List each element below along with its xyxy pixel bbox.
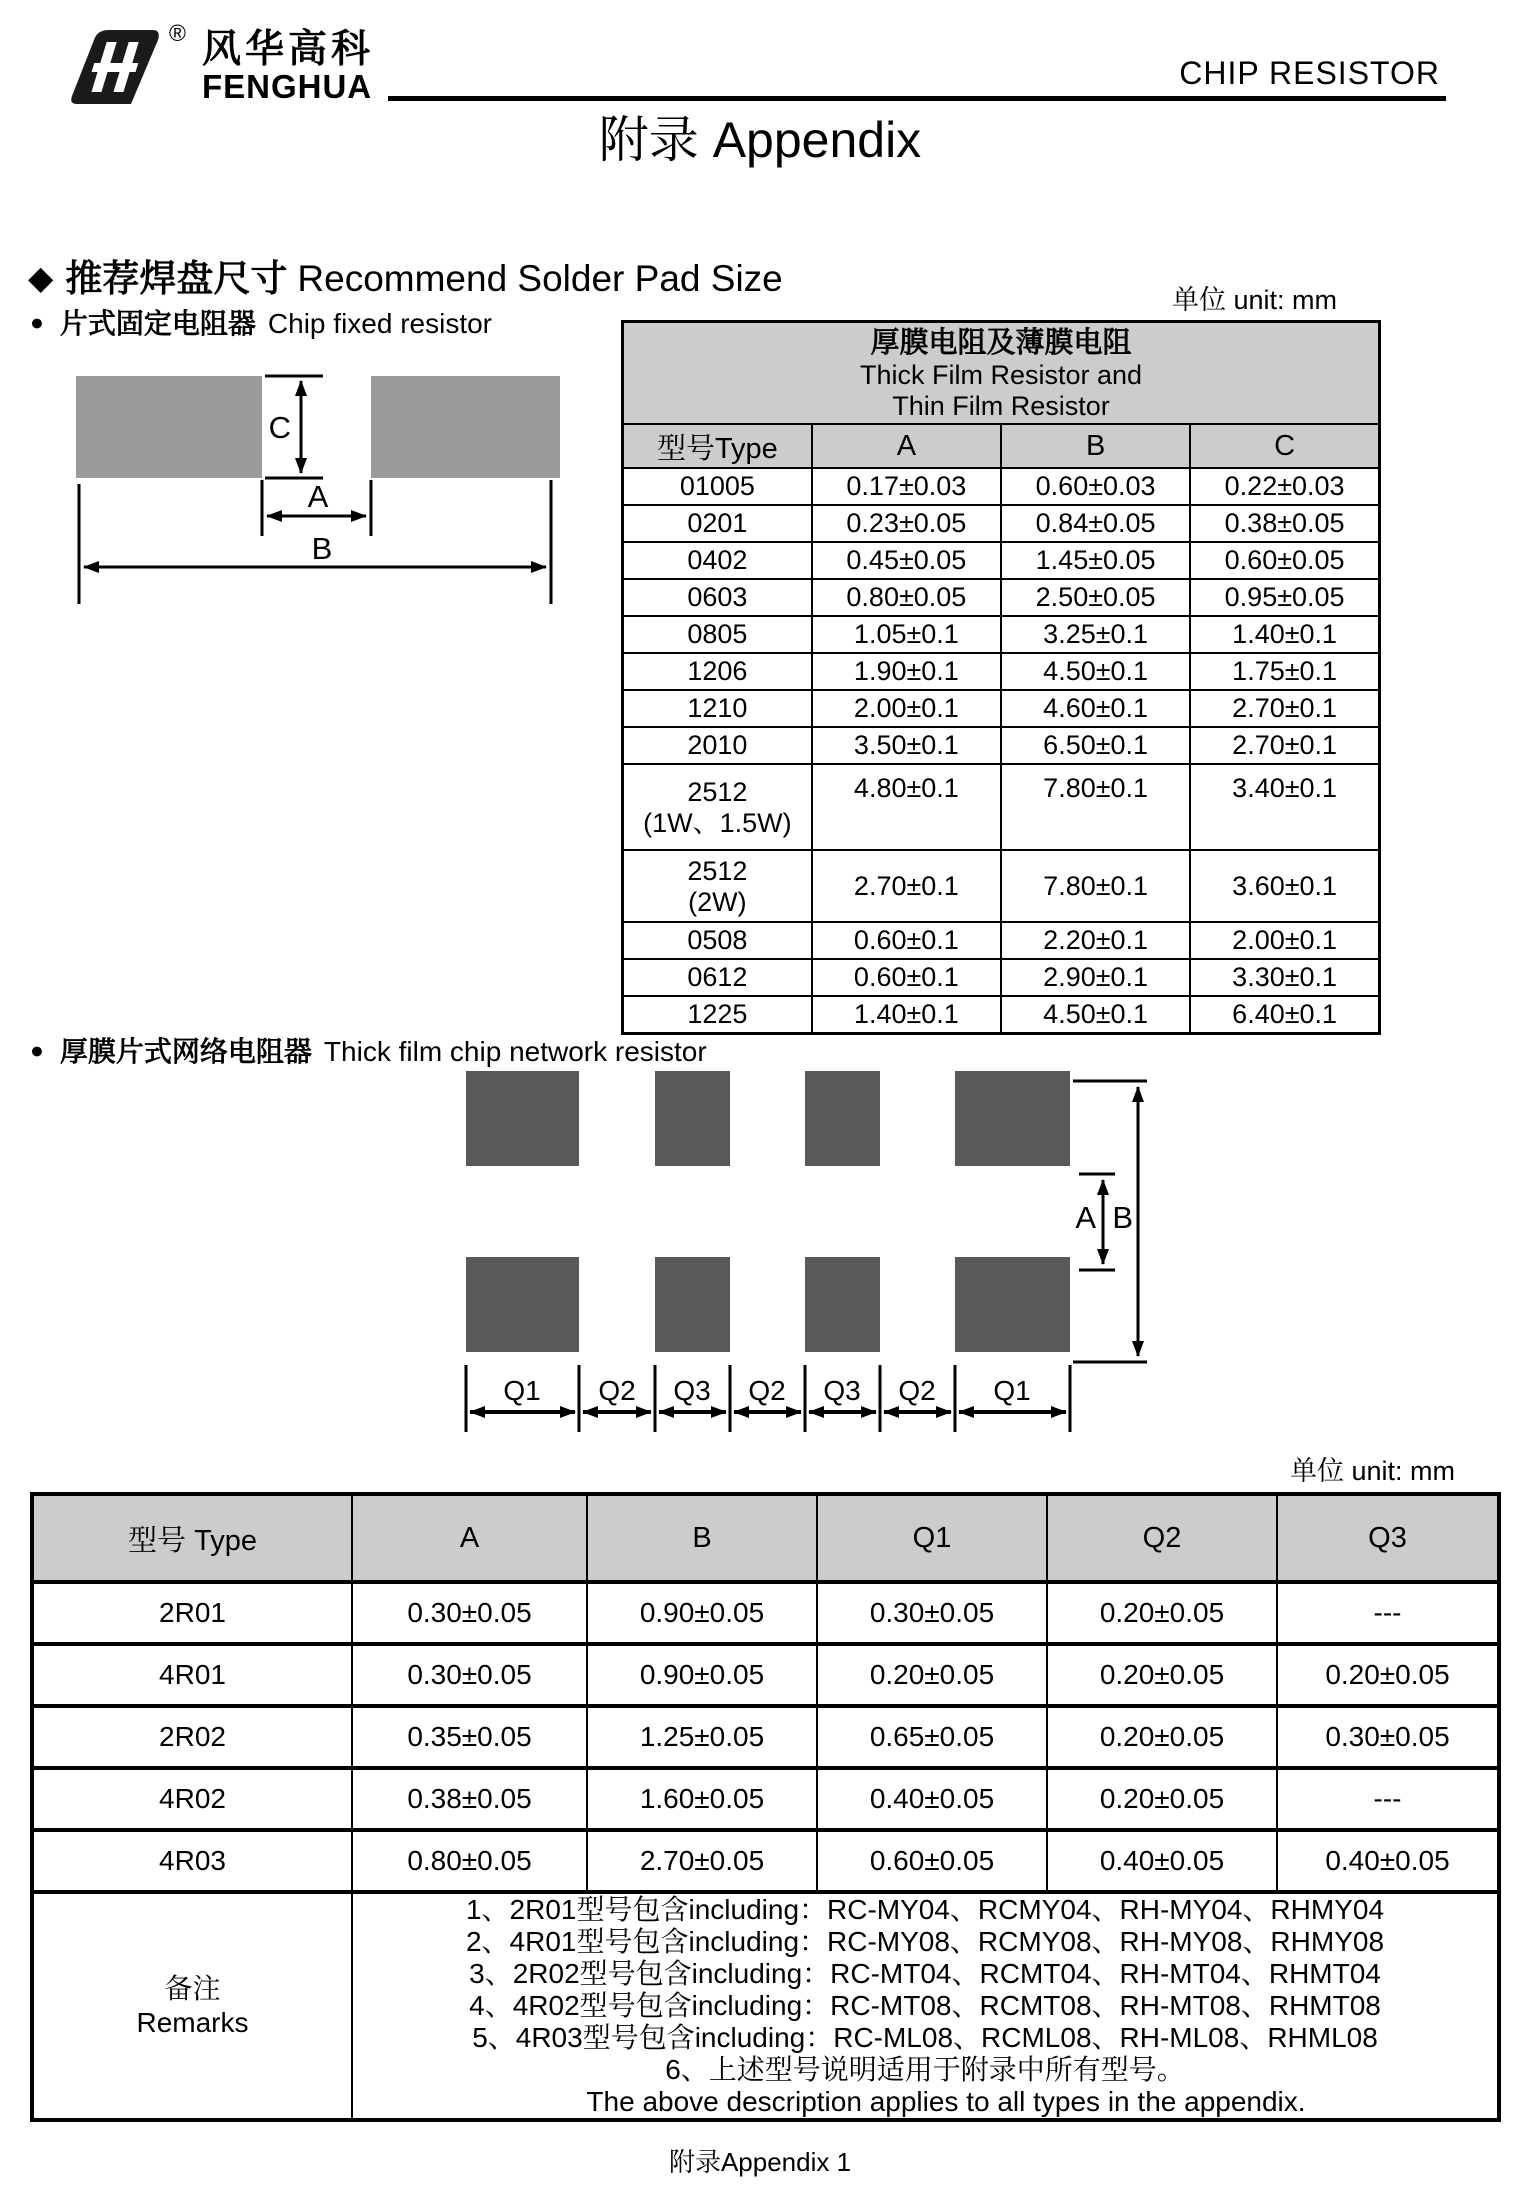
- cell-a: 3.50±0.1: [812, 727, 1001, 764]
- fixed-resistor-pad-diagram: [60, 360, 620, 610]
- type-value: 0201: [687, 508, 748, 538]
- type-value: 0805: [687, 619, 748, 649]
- col-header-c: C: [1190, 424, 1379, 468]
- dimension-label-c: C: [268, 410, 291, 445]
- remarks-row: [32, 1892, 1499, 2120]
- cell-c: 2.70±0.1: [1190, 727, 1379, 764]
- column-header-row: [623, 424, 1380, 468]
- cell-c: 0.22±0.03: [1190, 468, 1379, 505]
- cell-b: 0.90±0.05: [587, 1644, 817, 1706]
- cell-q3: ---: [1277, 1582, 1499, 1644]
- type-value: 0402: [687, 545, 748, 575]
- cell-b: 4.60±0.1: [1001, 690, 1190, 727]
- brand-name-en: FENGHUA: [201, 67, 373, 105]
- cell-type: [623, 959, 812, 996]
- subsection-fixed-cn: 片式固定电阻器: [59, 308, 256, 339]
- network-resistor-pad-diagram: [430, 1050, 1170, 1450]
- cell-a: 4.80±0.1: [812, 764, 1001, 850]
- solder-pad: [955, 1071, 1070, 1166]
- cell-q1: 0.60±0.05: [817, 1830, 1047, 1892]
- table-row: [623, 505, 1380, 542]
- cell-type: [623, 653, 812, 690]
- table-row: [32, 1768, 1499, 1830]
- cell-q2: 0.20±0.05: [1047, 1644, 1277, 1706]
- remark-line: 3、2R02型号包含including：RC-MT04、RCMT04、RH-MT04、RHMT04: [469, 1958, 1381, 1989]
- cell-type: [623, 690, 812, 727]
- table-row: [623, 690, 1380, 727]
- cell-type: [623, 579, 812, 616]
- remark-line: 5、4R03型号包含including：RC-ML08、RCML08、RH-ML08、RHML08: [472, 2022, 1378, 2053]
- cell-b: 0.90±0.05: [587, 1582, 817, 1644]
- cell-a: 0.80±0.05: [352, 1830, 587, 1892]
- table-row: [623, 764, 1380, 850]
- table-row: [623, 850, 1380, 922]
- cell-q2: 0.40±0.05: [1047, 1830, 1277, 1892]
- cell-c: 1.40±0.1: [1190, 616, 1379, 653]
- cell-q1: 0.65±0.05: [817, 1706, 1047, 1768]
- table-row: [623, 579, 1380, 616]
- cell-a: 0.80±0.05: [812, 579, 1001, 616]
- cell-a: 0.23±0.05: [812, 505, 1001, 542]
- cell-a: 1.90±0.1: [812, 653, 1001, 690]
- cell-a: 0.60±0.1: [812, 959, 1001, 996]
- cell-b: 4.50±0.1: [1001, 653, 1190, 690]
- dot-bullet-icon: ●: [30, 309, 44, 335]
- col-header-a: A: [352, 1494, 587, 1582]
- solder-pad: [955, 1257, 1070, 1352]
- remarks-content: [352, 1892, 1499, 2120]
- col-header-q1: Q1: [817, 1494, 1047, 1582]
- cell-c: 0.38±0.05: [1190, 505, 1379, 542]
- dimension-label-a: A: [307, 479, 329, 514]
- q-segment-label: Q1: [993, 1375, 1031, 1406]
- network-resistor-pad-table: [30, 1492, 1497, 2122]
- cell-q1: 0.30±0.05: [817, 1582, 1047, 1644]
- cell-q1: 0.20±0.05: [817, 1644, 1047, 1706]
- remarks-label: [32, 1892, 352, 2120]
- cell-type: 2R02: [32, 1706, 352, 1768]
- cell-type: [623, 996, 812, 1033]
- solder-pad: [466, 1071, 579, 1166]
- table-row: [623, 468, 1380, 505]
- cell-b: 1.45±0.05: [1001, 542, 1190, 579]
- cell-type: [623, 727, 812, 764]
- cell-b: 7.80±0.1: [1001, 850, 1190, 922]
- cell-a: 1.40±0.1: [812, 996, 1001, 1033]
- col-header-q3: Q3: [1277, 1494, 1499, 1582]
- cell-b: 7.80±0.1: [1001, 764, 1190, 850]
- section-heading-cn: 推荐焊盘尺寸: [65, 258, 288, 299]
- table-row: [32, 1644, 1499, 1706]
- cell-type: 2R01: [32, 1582, 352, 1644]
- cell-b: 2.50±0.05: [1001, 579, 1190, 616]
- subsection-network-cn: 厚膜片式网络电阻器: [59, 1036, 312, 1067]
- solder-pad: [805, 1071, 880, 1166]
- fenghua-logo-icon: [64, 28, 166, 108]
- table-row: [623, 922, 1380, 959]
- cell-type: [623, 468, 812, 505]
- cell-b: 6.50±0.1: [1001, 727, 1190, 764]
- cell-a: 0.45±0.05: [812, 542, 1001, 579]
- cell-type: [623, 542, 812, 579]
- cell-a: 2.00±0.1: [812, 690, 1001, 727]
- cell-a: 0.17±0.03: [812, 468, 1001, 505]
- q-segment-label: Q3: [823, 1375, 861, 1406]
- cell-type: 4R02: [32, 1768, 352, 1830]
- brand-name-cn: 风华高科: [201, 28, 374, 71]
- remarks-label-en: Remarks: [136, 2007, 249, 2038]
- cell-q3: ---: [1277, 1768, 1499, 1830]
- type-value: 2512: [687, 855, 748, 886]
- cell-b: 3.25±0.1: [1001, 616, 1190, 653]
- fenghua-logo: [64, 16, 374, 108]
- type-value: 01005: [679, 471, 755, 501]
- cell-c: 2.70±0.1: [1190, 690, 1379, 727]
- cell-b: 2.20±0.1: [1001, 922, 1190, 959]
- solder-pad: [466, 1257, 579, 1352]
- table-row: [623, 616, 1380, 653]
- cell-type: [623, 922, 812, 959]
- cell-c: 3.40±0.1: [1190, 764, 1379, 850]
- cell-b: 4.50±0.1: [1001, 996, 1190, 1033]
- table-title-en-2: Thin Film Resistor: [892, 391, 1110, 421]
- dimension-label-b: B: [311, 531, 333, 566]
- col-header-b: B: [1001, 424, 1190, 468]
- cell-c: 2.00±0.1: [1190, 922, 1379, 959]
- table-row: [623, 542, 1380, 579]
- table-row: [32, 1830, 1499, 1892]
- registered-trademark-icon: ®: [169, 20, 186, 46]
- cell-c: 6.40±0.1: [1190, 996, 1379, 1033]
- cell-c: 3.60±0.1: [1190, 850, 1379, 922]
- cell-type: [623, 616, 812, 653]
- q-segment-label: Q1: [503, 1375, 541, 1406]
- table-row: [623, 996, 1380, 1033]
- remarks-label-cn: 备注: [164, 1973, 221, 2004]
- table-title-row: [623, 322, 1380, 425]
- cell-q3: 0.30±0.05: [1277, 1706, 1499, 1768]
- q-segment-label: Q3: [673, 1375, 711, 1406]
- cell-a: 0.35±0.05: [352, 1706, 587, 1768]
- cell-a: 1.05±0.1: [812, 616, 1001, 653]
- remark-line: 4、4R02型号包含including：RC-MT08、RCMT08、RH-MT08、RHMT08: [469, 1990, 1381, 2021]
- dot-bullet-icon: ●: [30, 1037, 44, 1063]
- page-title: 附录 Appendix: [598, 112, 922, 168]
- cell-a: 0.60±0.1: [812, 922, 1001, 959]
- type-value: 1225: [687, 998, 748, 1029]
- solder-pad-right: [371, 376, 560, 478]
- table-row: [623, 959, 1380, 996]
- q-segment-label: Q2: [898, 1375, 936, 1406]
- remark-line: 2、4R01型号包含including：RC-MY08、RCMY08、RH-MY08、RHMY08: [465, 1926, 1385, 1957]
- dimension-label-a: A: [1075, 1200, 1096, 1235]
- cell-b: 1.60±0.05: [587, 1768, 817, 1830]
- table-title-en-1: Thick Film Resistor and: [859, 360, 1143, 390]
- diamond-bullet-icon: ◆: [28, 259, 54, 296]
- logo-wordmark: [202, 30, 374, 104]
- cell-b: 0.60±0.03: [1001, 468, 1190, 505]
- type-note: (1W、1.5W): [643, 807, 792, 838]
- type-value: 0508: [687, 925, 748, 955]
- remark-line: 1、2R01型号包含including：RC-MY04、RCMY04、RH-MY04、RHMY04: [465, 1894, 1385, 1925]
- solder-pad-left: [76, 376, 262, 478]
- cell-a: 2.70±0.1: [812, 850, 1001, 922]
- type-value: 0603: [687, 582, 748, 612]
- table-row: [32, 1706, 1499, 1768]
- cell-b: 0.84±0.05: [1001, 505, 1190, 542]
- type-value: 1210: [687, 693, 748, 723]
- type-value: 1206: [687, 656, 748, 686]
- cell-a: 0.30±0.05: [352, 1644, 587, 1706]
- cell-q3: 0.20±0.05: [1277, 1644, 1499, 1706]
- section-heading: [28, 248, 783, 302]
- dimension-label-b: B: [1112, 1200, 1133, 1235]
- cell-type: [623, 764, 812, 850]
- cell-q2: 0.20±0.05: [1047, 1582, 1277, 1644]
- fixed-resistor-pad-table: [621, 320, 1381, 1035]
- document-category-title: CHIP RESISTOR: [1179, 55, 1440, 91]
- type-value: 0612: [687, 962, 748, 992]
- q-segment-label: Q2: [748, 1375, 786, 1406]
- cell-type: 4R03: [32, 1830, 352, 1892]
- type-value: 2010: [687, 730, 748, 760]
- solder-pads-bottom-row: [466, 1257, 1070, 1352]
- q-segment-label: Q2: [598, 1375, 636, 1406]
- cell-b: 2.70±0.05: [587, 1830, 817, 1892]
- cell-q2: 0.20±0.05: [1047, 1706, 1277, 1768]
- col-header-type: 型号 Type: [32, 1494, 352, 1582]
- solder-pad: [805, 1257, 880, 1352]
- cell-type: [623, 850, 812, 922]
- cell-c: 0.95±0.05: [1190, 579, 1379, 616]
- cell-c: 0.60±0.05: [1190, 542, 1379, 579]
- section-heading-en: Recommend Solder Pad Size: [297, 258, 783, 299]
- col-header-type: 型号Type: [623, 424, 812, 468]
- table-title-cell: [623, 322, 1380, 425]
- remark-line: The above description applies to all types in the appendix.: [586, 2086, 1306, 2117]
- subsection-fixed-en: Chip fixed resistor: [267, 308, 493, 339]
- table-row: [623, 653, 1380, 690]
- table-row: [623, 727, 1380, 764]
- table-row: [32, 1582, 1499, 1644]
- cell-q3: 0.40±0.05: [1277, 1830, 1499, 1892]
- cell-b: 1.25±0.05: [587, 1706, 817, 1768]
- col-header-q2: Q2: [1047, 1494, 1277, 1582]
- solder-pad: [655, 1071, 730, 1166]
- page-footer: 附录Appendix 1: [668, 2147, 852, 2177]
- table-title-cn: 厚膜电阻及薄膜电阻: [870, 327, 1132, 359]
- type-value: 2512: [687, 776, 748, 807]
- cell-type: [623, 505, 812, 542]
- subsection-chip-fixed-resistor: [30, 302, 492, 342]
- cell-q2: 0.20±0.05: [1047, 1768, 1277, 1830]
- solder-pads-top-row: [466, 1071, 1070, 1166]
- cell-q1: 0.40±0.05: [817, 1768, 1047, 1830]
- solder-pad: [655, 1257, 730, 1352]
- subsection-network-en: Thick film chip network resistor: [323, 1036, 707, 1067]
- cell-c: 1.75±0.1: [1190, 653, 1379, 690]
- col-header-b: B: [587, 1494, 817, 1582]
- type-note: (2W): [688, 886, 747, 917]
- cell-c: 3.30±0.1: [1190, 959, 1379, 996]
- column-header-row: [32, 1494, 1499, 1582]
- cell-a: 0.30±0.05: [352, 1582, 587, 1644]
- remark-line: 6、上述型号说明适用于附录中所有型号。: [665, 2054, 1185, 2085]
- unit-note-bottom: 单位 unit: mm: [1290, 1456, 1456, 1486]
- unit-note-top: 单位 unit: mm: [1172, 285, 1338, 315]
- cell-a: 0.38±0.05: [352, 1768, 587, 1830]
- cell-type: 4R01: [32, 1644, 352, 1706]
- col-header-a: A: [812, 424, 1001, 468]
- cell-b: 2.90±0.1: [1001, 959, 1190, 996]
